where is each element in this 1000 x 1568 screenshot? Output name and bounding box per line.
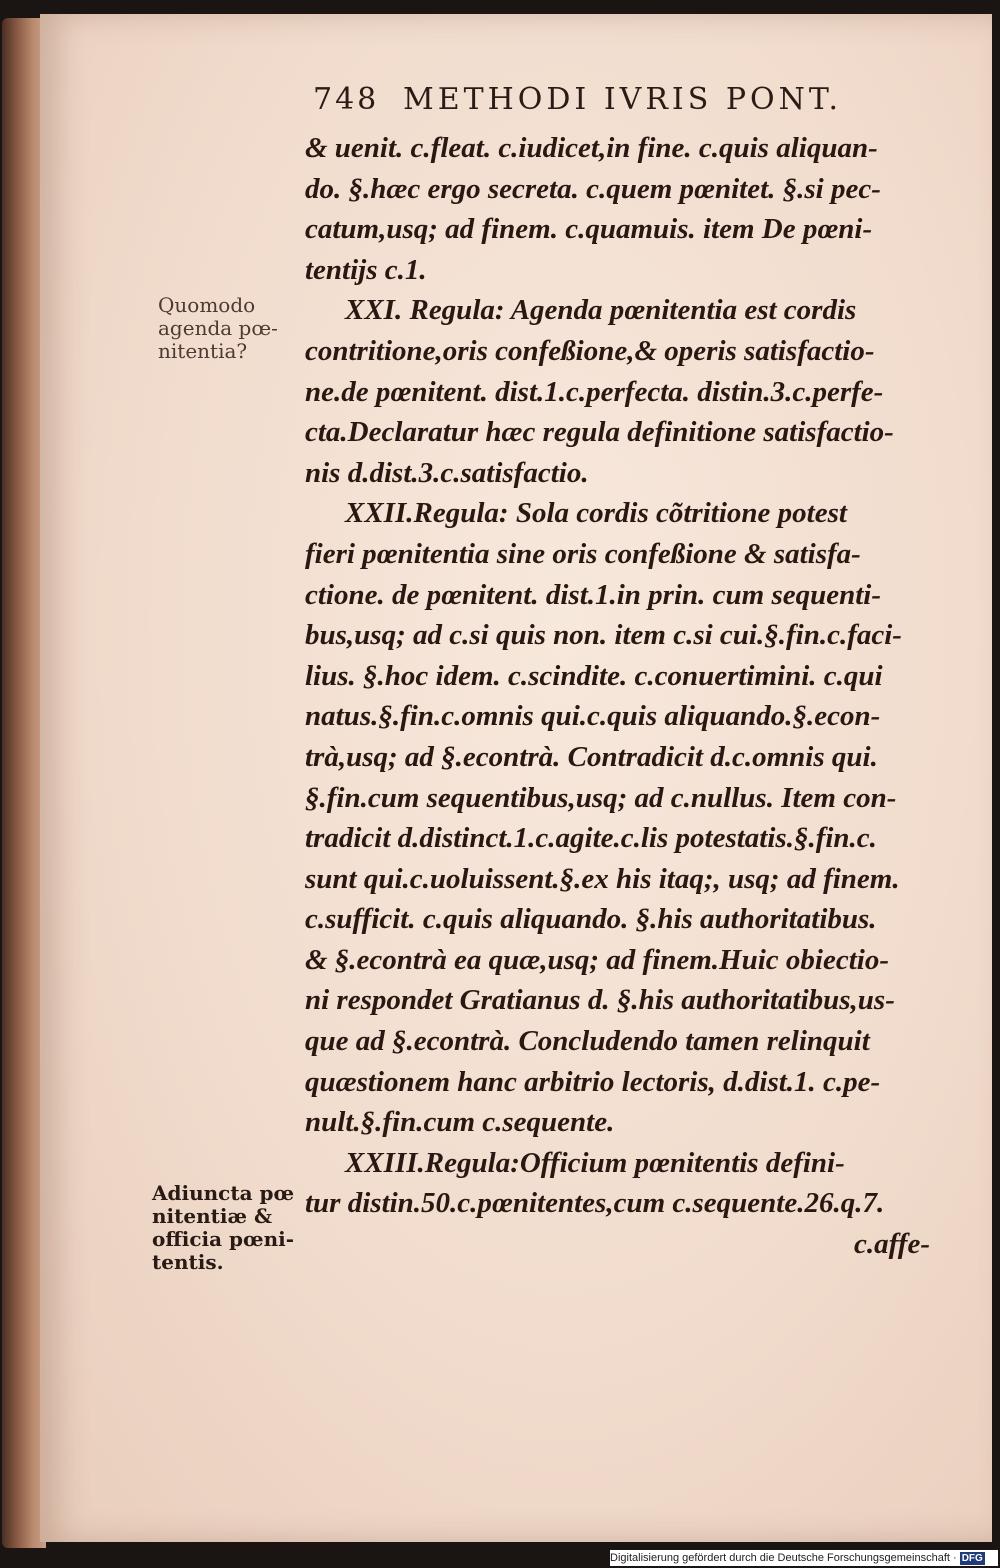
text-line: catum,usq; ad finem. c.quamuis. item De pœni- xyxy=(305,213,873,246)
text-line: tradicit d.distinct.1.c.agite.c.lis potestatis.§.fin.c. xyxy=(305,822,877,855)
text-line: ni respondet Gratianus d. §.his authoritatibus,us- xyxy=(305,984,895,1017)
running-title: METHODI IVRIS PONT. xyxy=(403,82,843,117)
margin-note-line: officia pœni- xyxy=(152,1227,295,1251)
page-number: 748 xyxy=(313,82,380,117)
text-line: trà,usq; ad §.econtrà. Contradicit d.c.omnis qui. xyxy=(305,740,878,773)
text-line: natus.§.fin.c.omnis qui.c.quis aliquando.§.econ- xyxy=(305,700,881,733)
text-line: tur distin.50.c.pœnitentes,cum c.sequente.26.q.7. xyxy=(305,1187,885,1220)
text-line: fieri pœnitentia sine oris confeßione & satisfa- xyxy=(305,537,861,570)
text-line: nult.§.fin.cum c.sequente. xyxy=(305,1106,615,1139)
text-line-rule-heading: XXII.Regula: Sola cordis cõtritione potest xyxy=(345,497,847,530)
text-line: §.fin.cum sequentibus,usq; ad c.nullus. Item con- xyxy=(305,781,897,814)
page-header xyxy=(313,82,893,122)
text-line: do. §.hæc ergo secreta. c.quem pœnitet. §.si pec- xyxy=(305,172,881,205)
margin-note-quomodo xyxy=(158,294,278,363)
text-line: & uenit. c.fleat. c.iudicet,in fine. c.quis aliquan- xyxy=(305,132,878,164)
text-line: bus,usq; ad c.si quis non. item c.si cui.§.fin.c.faci- xyxy=(305,619,902,652)
margin-note-line: nitentiæ & xyxy=(152,1204,272,1228)
text-line: contritione,oris confeßione,& operis satisfactio- xyxy=(305,334,875,367)
text-line: ne.de pœnitent. dist.1.c.perfecta. distin.3.c.perfe- xyxy=(305,375,884,408)
text-line-rule-heading: XXI. Regula: Agenda pœnitentia est cordis xyxy=(345,294,857,327)
text-line: ctione. de pœnitent. dist.1.in prin. cum sequenti- xyxy=(305,578,882,611)
digitization-footer xyxy=(610,1550,998,1566)
text-line: & §.econtrà ea quæ,usq; ad finem.Huic obiectio- xyxy=(305,943,889,976)
margin-note-line: Adiuncta pœ xyxy=(152,1181,295,1205)
text-line: c.sufficit. c.quis aliquando. §.his authoritatibus. xyxy=(305,903,877,936)
margin-note-line: Quomodo xyxy=(158,293,256,317)
dfg-logo-icon: DFG xyxy=(961,1553,983,1564)
margin-note-line: tentis. xyxy=(152,1250,224,1274)
catchword: c.affe- xyxy=(854,1228,930,1261)
text-line: nis d.dist.3.c.satisfactio. xyxy=(305,456,589,489)
text-line: tentijs c.1. xyxy=(305,253,427,286)
text-line: quæstionem hanc arbitrio lectoris, d.dist.1. c.pe- xyxy=(305,1065,881,1098)
margin-note-line: agenda pœ- xyxy=(158,316,278,340)
text-line: que ad §.econtrà. Concludendo tamen relinquit xyxy=(305,1025,870,1058)
body-text xyxy=(305,128,930,1265)
margin-note-adiuncta xyxy=(152,1182,294,1274)
text-line: cta.Declaratur hæc regula definitione satisfactio- xyxy=(305,416,894,449)
text-line: sunt qui.c.uoluissent.§.ex his itaq;, usq; ad finem. xyxy=(305,862,900,895)
footer-credit: Digitalisierung gefördert durch die Deutsche Forschungsgemeinschaft · xyxy=(610,1552,957,1564)
text-line: lius. §.hoc idem. c.scindite. c.conuertimini. c.qui xyxy=(305,659,883,692)
text-line-rule-heading: XXIII.Regula:Officium pœnitentis defini- xyxy=(345,1146,845,1179)
margin-note-line: nitentia? xyxy=(158,339,248,363)
